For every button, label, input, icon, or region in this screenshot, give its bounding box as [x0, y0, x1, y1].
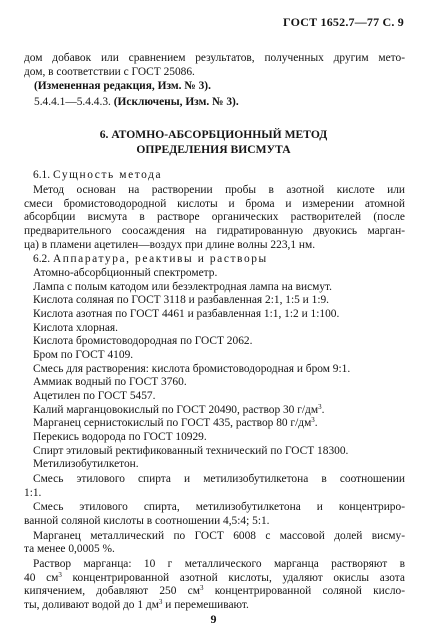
text-line: ванной соляной кислоты в соотношении 4,5:4; 5:1. [24, 515, 270, 527]
text-line [24, 584, 405, 598]
text-line: предварительного соосаждения на гидратированную двуокись марган- [24, 224, 405, 237]
text-line: Перекись водорода по ГОСТ 10929. [33, 431, 207, 443]
text-line: Ацетилен по ГОСТ 5457. [33, 390, 156, 402]
text-fragment: концентрированной азотной кислоты, удаляют окислы азота [61, 571, 405, 584]
superscript: 3 [318, 402, 322, 411]
text-line: Смесь этилового спирта и метилизобутилкетона в соотношении [33, 473, 405, 485]
superscript: 3 [58, 570, 62, 579]
clause-range: 5.4.4.1—5.4.4.3. [34, 96, 111, 108]
text-fragment: . [321, 403, 325, 416]
clause-heading [33, 252, 427, 266]
superscript: 3 [199, 584, 204, 593]
text-line: 1:1. [24, 486, 42, 499]
text-line: ца) в пламени ацетилен—воздух при длине волны 223,1 нм. [24, 238, 316, 251]
text-fragment: 40 см [24, 571, 59, 584]
clause-title: Сущность метода [52, 169, 163, 182]
text-line: Марганец металлический по ГОСТ 6008 с массовой долей висму- [33, 529, 405, 542]
text-line: Кислота соляная по ГОСТ 3118 и разбавленная 2:1, 1:5 и 1:9. [33, 294, 330, 307]
text-fragment: . [314, 417, 318, 430]
text-line: Смесь для растворения: кислота бромистоводородная и бром 9:1. [33, 362, 351, 375]
edit-note: (Измененная редакция, Изм. № 3). [34, 80, 211, 93]
text-line: абсорбции висмута в растворе органических растворителей (после [24, 211, 405, 224]
text-line: Бром по ГОСТ 4109. [33, 348, 134, 361]
text-line: Смесь этилового спирта, метилизобутилкетона и концентриро- [33, 501, 405, 514]
excluded-note: (Исключены, Изм. № 3). [113, 96, 239, 108]
text-line: Лампа с полым катодом или безэлектродная лампа на висмут. [33, 280, 333, 293]
text-line: Кислота азотная по ГОСТ 4461 и разбавленная 1:1, 1:2 и 1:100. [33, 307, 340, 320]
text-line: дом добавок или сравнением результатов, полученных другим мето- [24, 52, 405, 64]
text-fragment: кипячением, добавляют 250 см [24, 585, 200, 598]
text-line: Метод основан на растворении пробы в азотной кислоте или [33, 183, 405, 196]
clause-number: 6.2. [33, 253, 51, 266]
text-fragment: концентрированной соляной кисло- [203, 585, 405, 598]
text-fragment: ты, доливают водой до 1 дм [24, 599, 159, 611]
text-line: Раствор марганца: 10 г металлического марганца растворяют в [33, 558, 405, 570]
clause-number: 6.1. [33, 169, 51, 182]
text-line: смеси бромистоводородной кислоты и брома и измерении атомной [24, 197, 405, 210]
excluded-clauses [34, 95, 427, 109]
text-line [33, 403, 427, 417]
page-number: 9 [210, 612, 217, 626]
text-line: Метилизобутилкетон. [33, 458, 139, 471]
section-title: ОПРЕДЕЛЕНИЯ ВИСМУТА [136, 142, 291, 156]
superscript: 3 [158, 598, 163, 606]
text-line: Спирт этиловый ректификованный технический по ГОСТ 18300. [33, 444, 349, 457]
clause-heading [33, 168, 427, 182]
text-line: Кислота хлорная. [33, 321, 119, 334]
text-line: Аммиак водный по ГОСТ 3760. [33, 376, 187, 389]
text-line: та менее 0,0005 %. [24, 543, 115, 556]
text-fragment: Калий марганцовокислый по ГОСТ 20490, раствор 30 г/дм [33, 403, 319, 416]
text-line: Кислота бромистоводородная по ГОСТ 2062. [33, 335, 253, 348]
text-line [24, 571, 405, 585]
text-line: Атомно-абсорбционный спектрометр. [33, 266, 218, 279]
text-fragment: и перемешивают. [162, 599, 249, 611]
section-title: 6. АТОМНО-АБСОРБЦИОННЫЙ МЕТОД [99, 128, 328, 142]
text-line [33, 416, 427, 430]
text-line: дом, в соответствии с ГОСТ 25086. [24, 65, 195, 78]
text-fragment: Марганец сернистокислый по ГОСТ 435, раствор 80 г/дм [33, 417, 312, 430]
text-line [24, 598, 427, 612]
superscript: 3 [311, 416, 315, 425]
clause-title: Аппаратура, реактивы и растворы [52, 253, 268, 266]
standard-header: ГОСТ 1652.7—77 С. 9 [283, 15, 404, 29]
